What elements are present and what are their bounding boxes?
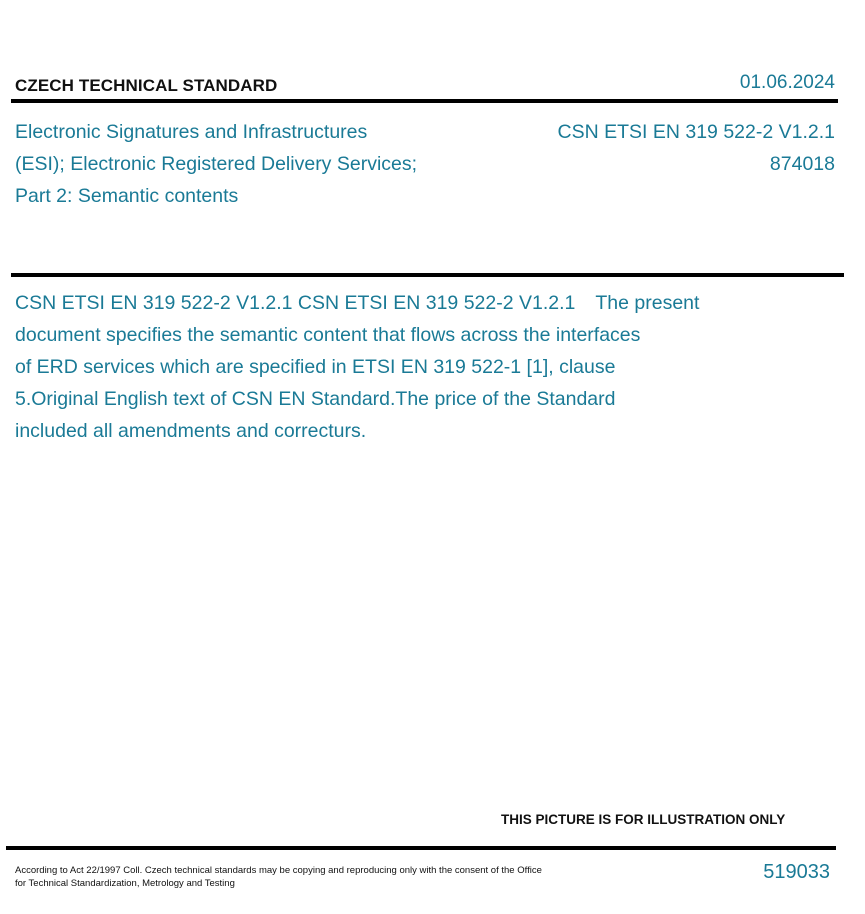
footer-document-number: 519033 xyxy=(763,861,830,883)
standard-title-line: Part 2: Semantic contents xyxy=(15,185,239,207)
standard-title-line: Electronic Signatures and Infrastructures xyxy=(15,121,368,143)
standard-code: CSN ETSI EN 319 522-2 V1.2.1 xyxy=(557,121,835,143)
abstract-line-code: CSN ETSI EN 319 522-2 V1.2.1 CSN ETSI EN 319 522-2 V1.2.1 xyxy=(15,292,576,314)
section-divider xyxy=(11,273,844,277)
standard-title xyxy=(15,116,485,212)
footer-divider xyxy=(6,846,836,850)
document-header-label: CZECH TECHNICAL STANDARD xyxy=(15,76,278,95)
abstract-line: 5.Original English text of CSN EN Standard.The price of the Standard xyxy=(15,388,616,410)
legal-notice xyxy=(15,864,595,890)
standard-title-line: (ESI); Electronic Registered Delivery Services; xyxy=(15,153,418,175)
publication-date: 01.06.2024 xyxy=(739,72,835,93)
illustration-note: THIS PICTURE IS FOR ILLUSTRATION ONLY xyxy=(501,812,786,827)
catalog-number: 874018 xyxy=(769,153,835,175)
abstract-line-lead: The present xyxy=(595,292,700,314)
abstract-line: document specifies the semantic content that flows across the interfaces xyxy=(15,324,641,346)
abstract-line: included all amendments and correcturs. xyxy=(15,420,367,442)
abstract-text xyxy=(15,287,795,447)
standard-identifier xyxy=(558,116,835,180)
header-divider xyxy=(11,99,838,103)
legal-notice-line: for Technical Standardization, Metrology and Testing xyxy=(15,878,235,889)
legal-notice-line: According to Act 22/1997 Coll. Czech technical standards may be copying and reproducing only with the consent of the Office xyxy=(15,865,542,876)
abstract-line xyxy=(15,287,795,319)
abstract-line: of ERD services which are specified in ETSI EN 319 522-1 [1], clause xyxy=(15,356,616,378)
